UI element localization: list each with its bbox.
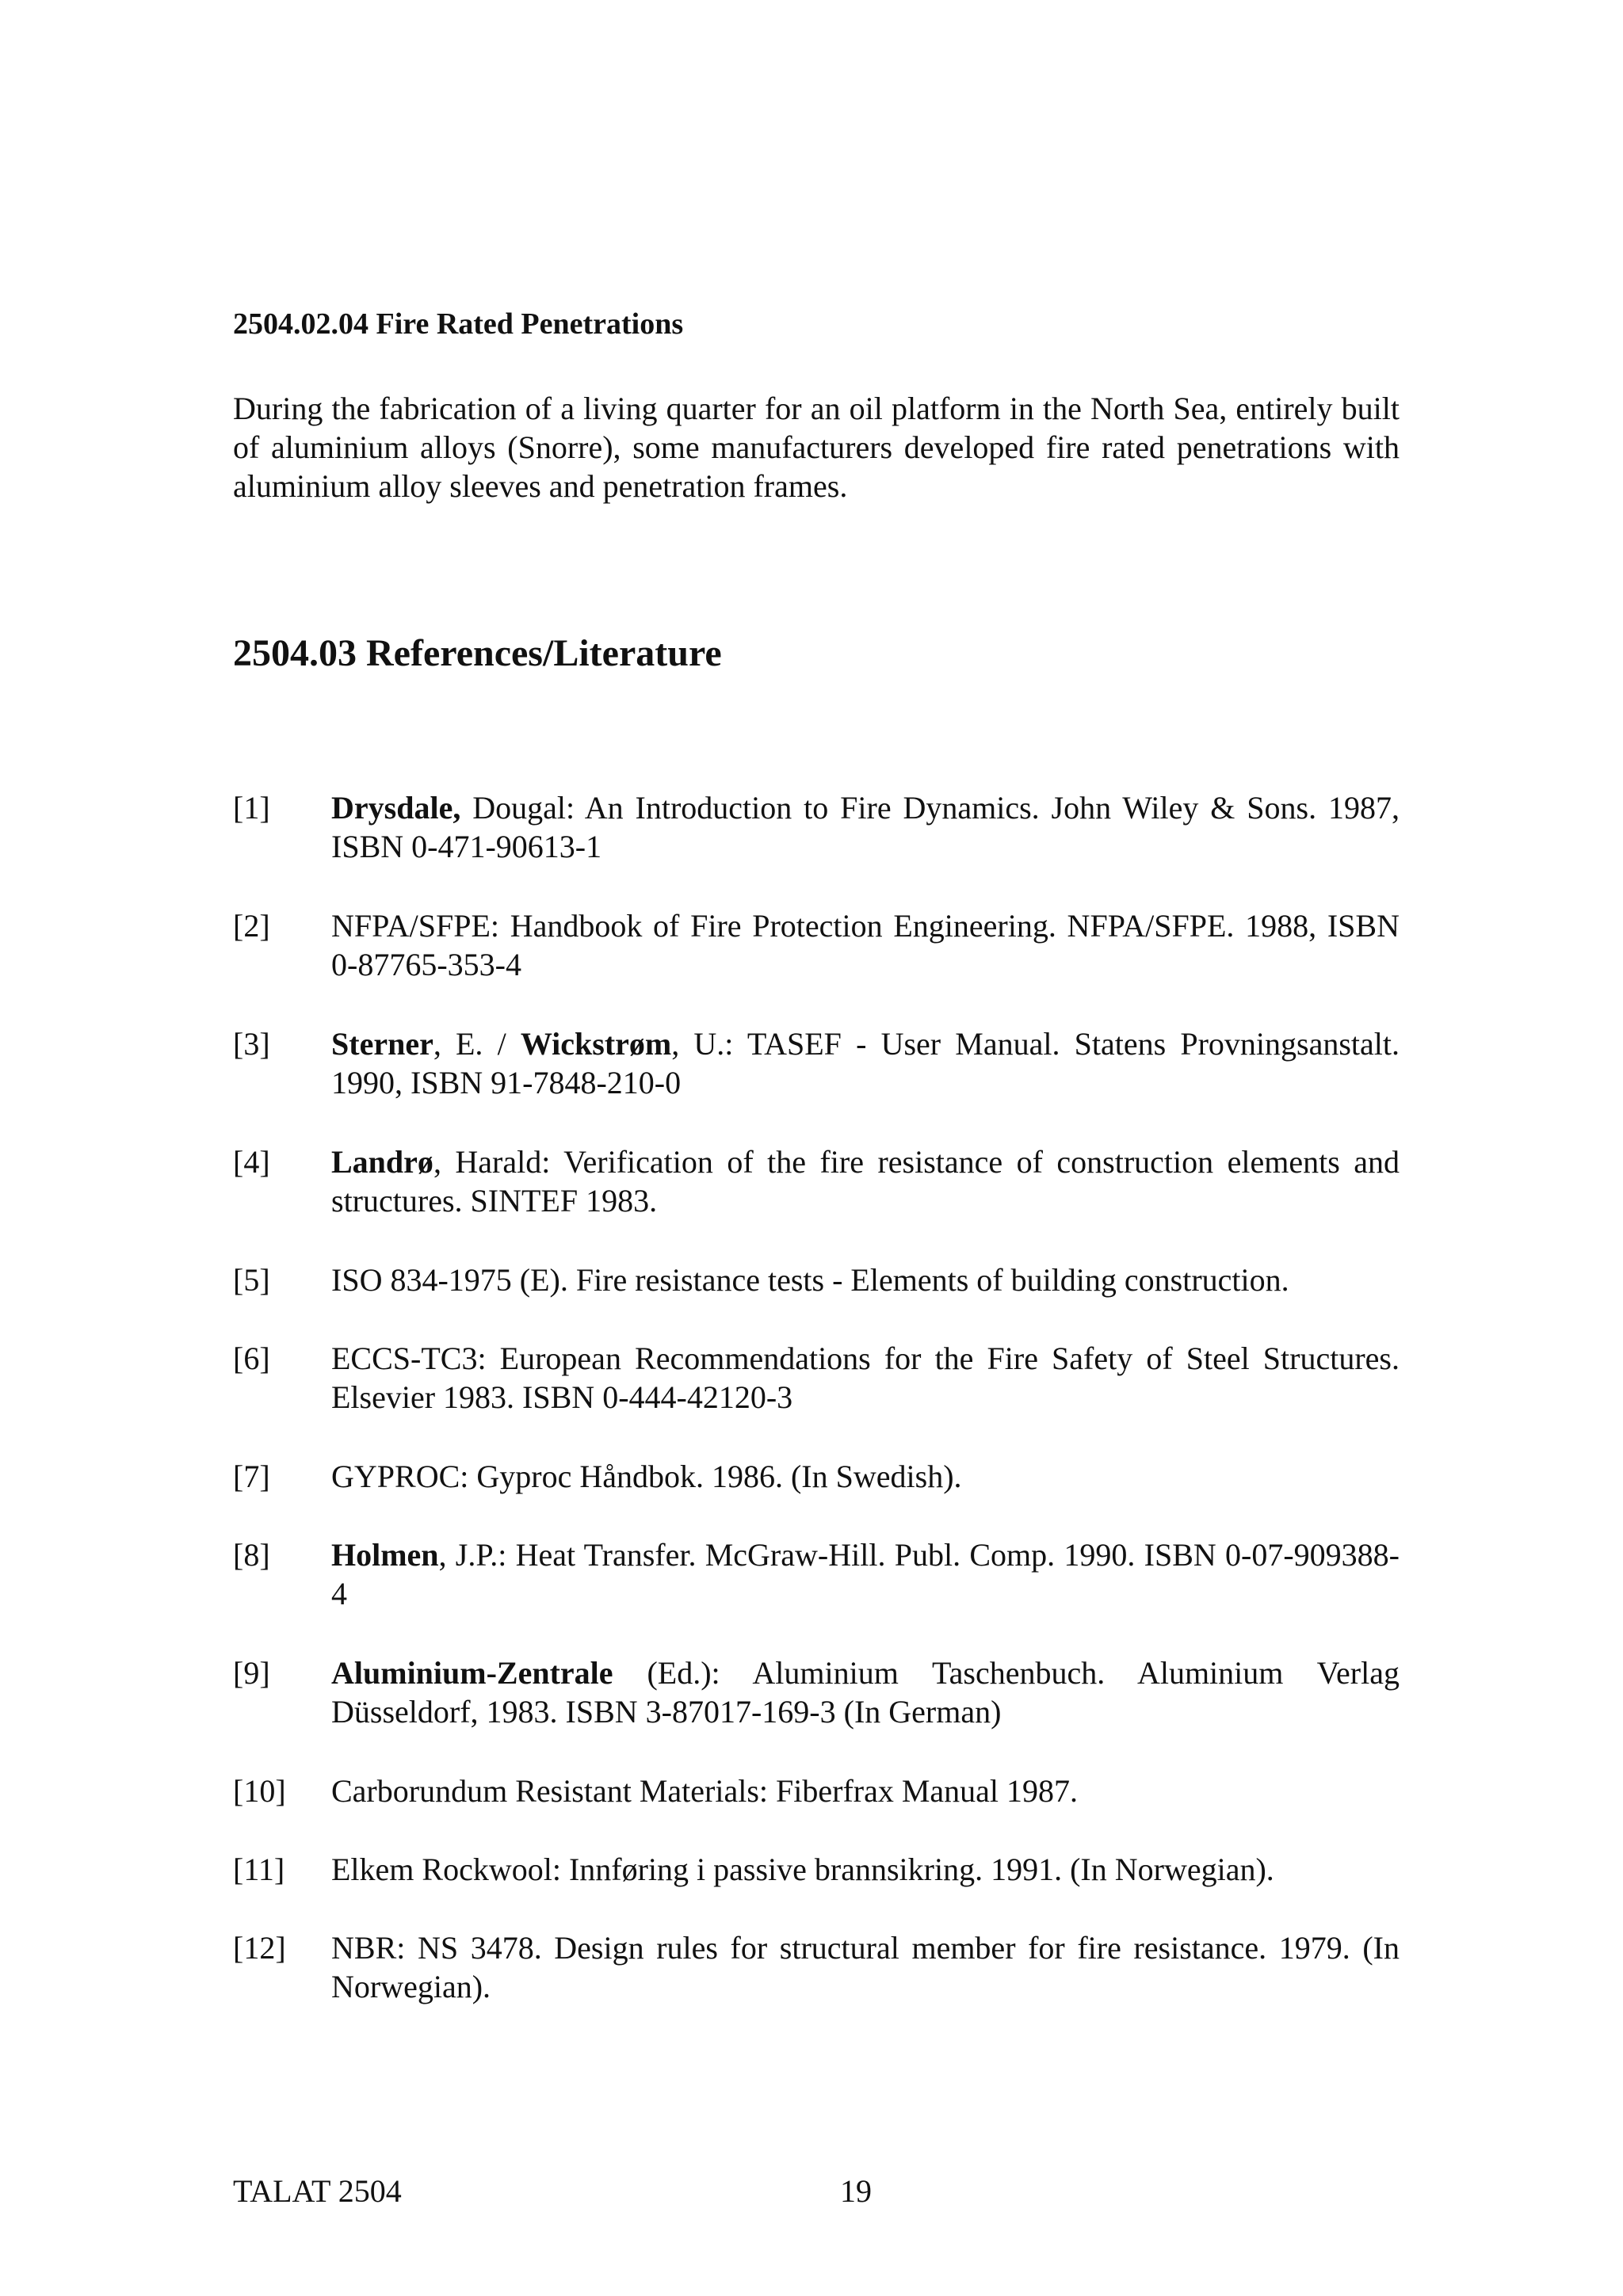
references-heading: 2504.03 References/Literature xyxy=(233,632,722,674)
reference-number: [5] xyxy=(233,1262,270,1298)
section-paragraph: During the fabrication of a living quarter for an oil platform in the North Sea, entirely built of aluminium alloys (Snorre), some manufacturers developed fire rated penetrations with aluminium alloy sleeves and penetration frames. xyxy=(233,391,1400,504)
reference-text xyxy=(331,1653,1400,1731)
reference-number: [12] xyxy=(233,1930,286,1966)
footer-document-title: TALAT 2504 xyxy=(233,2173,402,2209)
reference-number: [8] xyxy=(233,1537,270,1573)
reference-body: , U.: TASEF - User Manual. Statens Provningsanstalt. 1990, ISBN 91-7848-210-0 xyxy=(331,1026,1400,1100)
reference-text xyxy=(331,1535,1400,1613)
reference-number: [3] xyxy=(233,1026,270,1062)
reference-number: [7] xyxy=(233,1459,270,1494)
reference-body: ISO 834-1975 (E). Fire resistance tests - Elements of building construction. xyxy=(331,1262,1289,1298)
reference-body: GYPROC: Gyproc Håndbok. 1986. (In Swedish). xyxy=(331,1459,962,1494)
reference-text xyxy=(331,1142,1400,1220)
reference-body: , Harald: Verification of the fire resistance of construction elements and structures. SINTEF 1983. xyxy=(331,1144,1400,1219)
reference-number: [1] xyxy=(233,790,270,826)
reference-author: Landrø xyxy=(331,1144,433,1180)
reference-text xyxy=(331,1772,1400,1810)
reference-body: (Ed.): Aluminium Taschenbuch. Aluminium Verlag Düsseldorf, 1983. ISBN 3-87017-169-3 (In German) xyxy=(331,1655,1400,1730)
reference-number: [2] xyxy=(233,908,270,944)
reference-body: ECCS-TC3: European Recommendations for the Fire Safety of Steel Structures. Elsevier 1983. ISBN 0-444-42120-3 xyxy=(331,1341,1400,1415)
reference-author: Sterner xyxy=(331,1026,433,1062)
reference-body: NFPA/SFPE: Handbook of Fire Protection Engineering. NFPA/SFPE. 1988, ISBN 0-87765-353-4 xyxy=(331,908,1400,982)
reference-number: [10] xyxy=(233,1773,286,1809)
reference-body: , E. / xyxy=(433,1026,521,1062)
reference-text xyxy=(331,1339,1400,1417)
reference-body: Carborundum Resistant Materials: Fiberfrax Manual 1987. xyxy=(331,1773,1079,1809)
reference-body: Elkem Rockwool: Innføring i passive brannsikring. 1991. (In Norwegian). xyxy=(331,1852,1274,1887)
reference-body: , J.P.: Heat Transfer. McGraw-Hill. Publ. Comp. 1990. ISBN 0-07-909388-4 xyxy=(331,1537,1400,1611)
reference-text xyxy=(331,1850,1400,1889)
reference-author: Aluminium-Zentrale xyxy=(331,1655,613,1691)
reference-number: [9] xyxy=(233,1655,270,1691)
reference-author: Wickstrøm xyxy=(520,1026,672,1062)
reference-text xyxy=(331,1928,1400,2006)
reference-body: NBR: NS 3478. Design rules for structural member for fire resistance. 1979. (In Norwegian). xyxy=(331,1930,1400,2004)
page-number: 19 xyxy=(840,2173,872,2209)
reference-author: Holmen xyxy=(331,1537,439,1573)
section-heading: 2504.02.04 Fire Rated Penetrations xyxy=(233,307,684,341)
reference-number: [11] xyxy=(233,1852,285,1887)
reference-text xyxy=(331,1024,1400,1102)
reference-number: [4] xyxy=(233,1144,270,1180)
reference-text xyxy=(331,1261,1400,1299)
reference-number: [6] xyxy=(233,1341,270,1376)
reference-body: Dougal: An Introduction to Fire Dynamics. John Wiley & Sons. 1987, ISBN 0-471-90613-1 xyxy=(331,790,1400,864)
reference-author: Drysdale, xyxy=(331,790,461,826)
reference-text xyxy=(331,906,1400,984)
reference-text xyxy=(331,1457,1400,1496)
reference-text xyxy=(331,788,1400,866)
